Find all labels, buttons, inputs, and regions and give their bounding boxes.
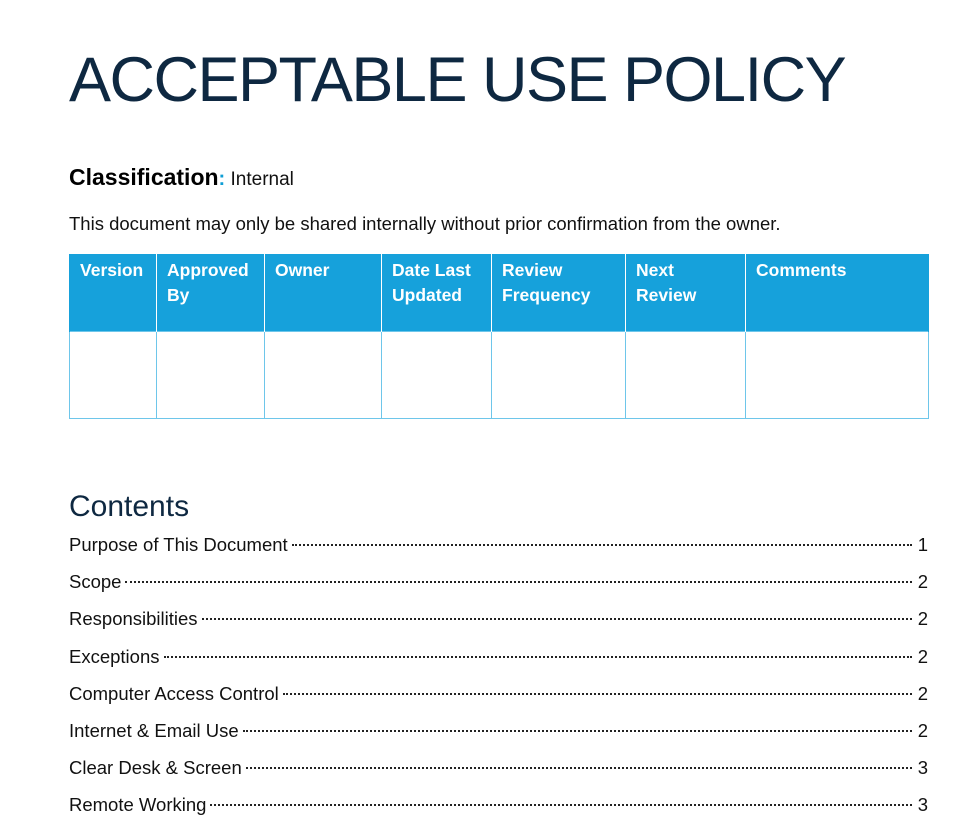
- document-title: ACCEPTABLE USE POLICY: [69, 45, 846, 115]
- toc-dot-leader: [292, 544, 912, 546]
- toc-entry-page: 2: [917, 608, 928, 630]
- toc-entry[interactable]: [69, 532, 928, 569]
- toc-entry-title: Purpose of This Document: [69, 534, 288, 555]
- toc-dot-leader: [210, 804, 911, 806]
- toc-entry[interactable]: [69, 606, 928, 643]
- header-review-frequency: Review Frequency: [492, 254, 626, 332]
- table-of-contents: [69, 532, 928, 830]
- classification-label: Classification: [69, 164, 219, 190]
- toc-entry-page: 1: [917, 534, 928, 555]
- header-next-review: Next Review: [626, 254, 746, 332]
- toc-entry[interactable]: [69, 792, 928, 829]
- toc-entry-page: 3: [917, 757, 928, 779]
- classification-line: [69, 163, 294, 194]
- toc-entry-title: Exceptions: [69, 645, 160, 667]
- toc-entry-title: Computer Access Control: [69, 682, 279, 704]
- cell-version[interactable]: [70, 332, 157, 419]
- toc-dot-leader: [246, 767, 912, 769]
- toc-entry-page: 2: [917, 719, 928, 741]
- toc-entry[interactable]: [69, 644, 928, 681]
- toc-entry-title: Internet & Email Use: [69, 719, 239, 741]
- toc-entry-title: Clear Desk & Screen: [69, 757, 242, 779]
- toc-entry-page: 2: [917, 645, 928, 667]
- header-comments: Comments: [746, 254, 929, 332]
- version-table-header-row: [70, 254, 929, 332]
- cell-next-review[interactable]: [626, 332, 746, 419]
- cell-owner[interactable]: [265, 332, 382, 419]
- toc-entry[interactable]: [69, 681, 928, 718]
- toc-entry[interactable]: [69, 569, 928, 606]
- toc-entry[interactable]: [69, 755, 928, 792]
- header-owner: Owner: [265, 254, 382, 332]
- toc-dot-leader: [202, 618, 912, 620]
- version-table: [69, 254, 929, 419]
- toc-entry-title: Responsibilities: [69, 608, 198, 630]
- toc-dot-leader: [283, 693, 912, 695]
- toc-dot-leader: [243, 730, 912, 732]
- toc-entry-page: 2: [917, 682, 928, 704]
- classification-value: Internal: [230, 169, 294, 190]
- cell-approved-by[interactable]: [157, 332, 265, 419]
- table-row: [70, 332, 929, 419]
- header-approved-by: Approved By: [157, 254, 265, 332]
- cell-comments[interactable]: [746, 332, 929, 419]
- header-version: Version: [70, 254, 157, 332]
- cell-date-last-updated[interactable]: [382, 332, 492, 419]
- classification-separator: :: [218, 168, 226, 190]
- contents-heading: Contents: [69, 490, 190, 523]
- sharing-notice: This document may only be shared internally without prior confirmation from the owner.: [69, 213, 781, 234]
- toc-entry-title: Remote Working: [69, 794, 207, 816]
- toc-dot-leader: [125, 581, 911, 583]
- toc-dot-leader: [164, 656, 912, 658]
- header-date-last-updated: Date Last Updated: [382, 254, 492, 332]
- cell-review-frequency[interactable]: [492, 332, 626, 419]
- toc-entry[interactable]: [69, 718, 928, 755]
- toc-entry-page: 3: [917, 794, 928, 816]
- toc-entry-title: Scope: [69, 571, 122, 593]
- toc-entry-page: 2: [917, 571, 928, 593]
